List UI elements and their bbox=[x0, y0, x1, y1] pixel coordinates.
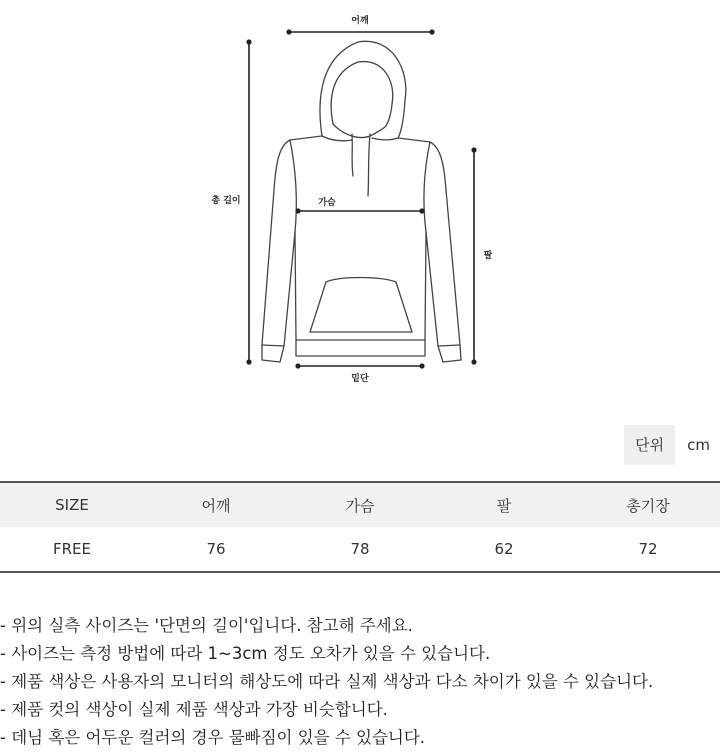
header-sleeve: 팔 bbox=[432, 482, 576, 527]
unit-indicator bbox=[624, 425, 712, 465]
note-item: - 제품 컷의 색상이 실제 제품 색상과 가장 비슷합니다. bbox=[0, 700, 388, 719]
total-length-label: 총 길이 bbox=[211, 196, 241, 206]
header-size: SIZE bbox=[0, 482, 144, 527]
header-shoulder: 어깨 bbox=[144, 482, 288, 527]
header-total-length: 총기장 bbox=[576, 482, 720, 527]
hem-label: 밑단 bbox=[351, 374, 369, 384]
unit-label: 단위 bbox=[624, 425, 675, 465]
size-table bbox=[0, 481, 720, 573]
table-header-row bbox=[0, 482, 720, 527]
note-item: - 사이즈는 측정 방법에 따라 1~3cm 정도 오차가 있을 수 있습니다. bbox=[0, 644, 491, 663]
size-notes bbox=[0, 612, 720, 752]
note-item: - 위의 실측 사이즈는 '단면의 길이'입니다. 참고해 주세요. bbox=[0, 616, 413, 635]
sleeve-label: 팔 bbox=[483, 251, 493, 261]
hoodie-illustration bbox=[262, 41, 461, 362]
header-chest: 가슴 bbox=[288, 482, 432, 527]
shoulder-label: 어깨 bbox=[351, 16, 369, 26]
cell-size: FREE bbox=[52, 540, 91, 558]
unit-value: cm bbox=[687, 436, 710, 454]
cell-total-length: 72 bbox=[638, 540, 658, 558]
cell-sleeve: 62 bbox=[494, 540, 514, 558]
chest-label: 가슴 bbox=[318, 198, 336, 208]
table-row bbox=[0, 527, 720, 572]
cell-shoulder: 76 bbox=[206, 540, 226, 558]
note-item: - 제품 색상은 사용자의 모니터의 해상도에 따라 실제 색상과 다소 차이가 있을 수 있습니다. bbox=[0, 672, 654, 691]
note-item: - 데님 혹은 어두운 컬러의 경우 물빠짐이 있을 수 있습니다. bbox=[0, 728, 425, 747]
cell-chest: 78 bbox=[350, 540, 370, 558]
